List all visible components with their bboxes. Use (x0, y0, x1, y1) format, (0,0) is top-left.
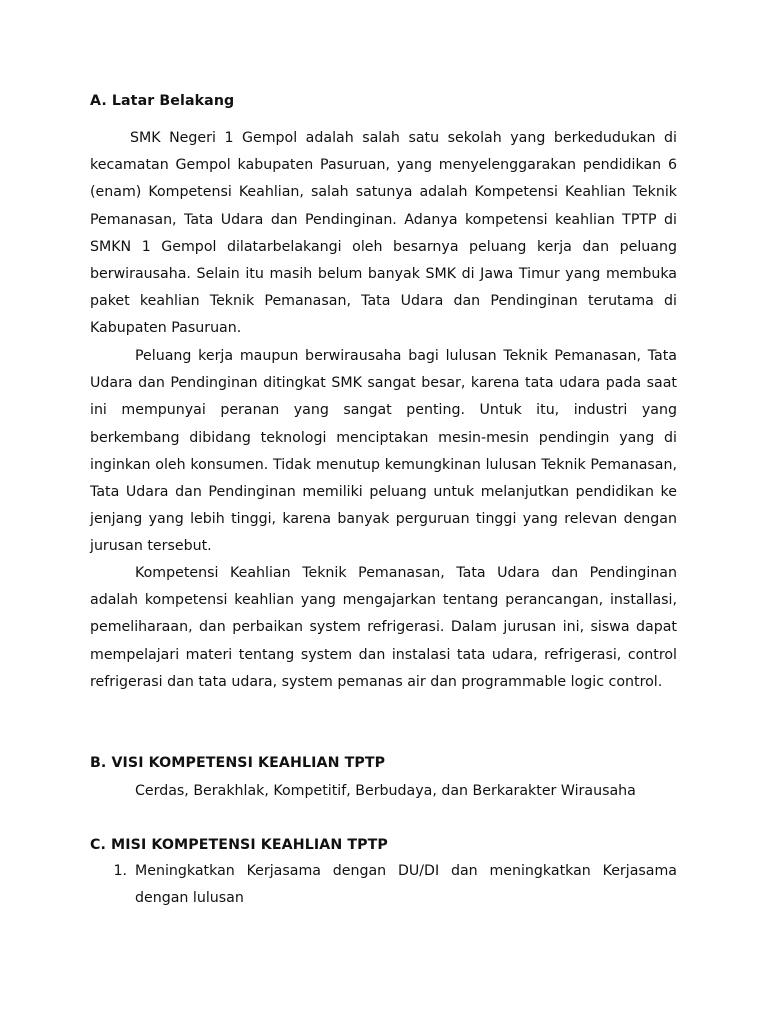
latar-belakang-paragraph-2: Peluang kerja maupun berwirausaha bagi lulusan Teknik Pemanasan, Tata Udara dan Pendinginan ditingkat SMK sangat besar, karena tata udara pada saat ini mempunyai peranan yang sangat penting. Untuk itu, industri yang berkembang dibidang teknologi menciptakan mesin-mesin pendingin yang di inginkan oleh konsumen. Tidak menutup kemungkinan lulusan Teknik Pemanasan, Tata Udara dan Pendinginan memiliki peluang untuk melanjutkan pendidikan ke jenjang yang lebih tinggi, karena banyak perguruan tinggi yang relevan dengan jurusan tersebut. (90, 348, 677, 555)
visi-text: Cerdas, Berakhlak, Kompetitif, Berbudaya, dan Berkarakter Wirausaha (135, 783, 636, 799)
misi-item-text: Meningkatkan Kerjasama dengan DU/DI dan meningkatkan Kerjasama dengan lulusan (135, 863, 677, 907)
section-a-heading: A. Latar Belakang (90, 93, 235, 109)
misi-list (90, 858, 677, 912)
misi-list-item (90, 858, 677, 912)
misi-item-number: 1. (113, 863, 127, 879)
section-b-heading: B. VISI KOMPETENSI KEAHLIAN TPTP (90, 755, 386, 771)
section-c-heading: C. MISI KOMPETENSI KEAHLIAN TPTP (90, 837, 388, 853)
latar-belakang-paragraph-1: SMK Negeri 1 Gempol adalah salah satu sekolah yang berkedudukan di kecamatan Gempol kabupaten Pasuruan, yang menyelenggarakan pendidikan 6 (enam) Kompetensi Keahlian, salah satunya adalah Kompetensi Keahlian Teknik Pemanasan, Tata Udara dan Pendinginan. Adanya kompetensi keahlian TPTP di SMKN 1 Gempol dilatarbelakangi oleh besarnya peluang kerja dan peluang berwirausaha. Selain itu masih belum banyak SMK di Jawa Timur yang membuka paket keahlian Teknik Pemanasan, Tata Udara dan Pendinginan terutama di Kabupaten Pasuruan. (90, 130, 677, 337)
latar-belakang-paragraph-3: Kompetensi Keahlian Teknik Pemanasan, Tata Udara dan Pendinginan adalah kompetensi keahlian yang mengajarkan tentang perancangan, installasi, pemeliharaan, dan perbaikan system refrigerasi. Dalam jurusan ini, siswa dapat mempelajari materi tentang system dan instalasi tata udara, refrigerasi, control refrigerasi dan tata udara, system pemanas air dan programmable logic control. (90, 565, 677, 690)
